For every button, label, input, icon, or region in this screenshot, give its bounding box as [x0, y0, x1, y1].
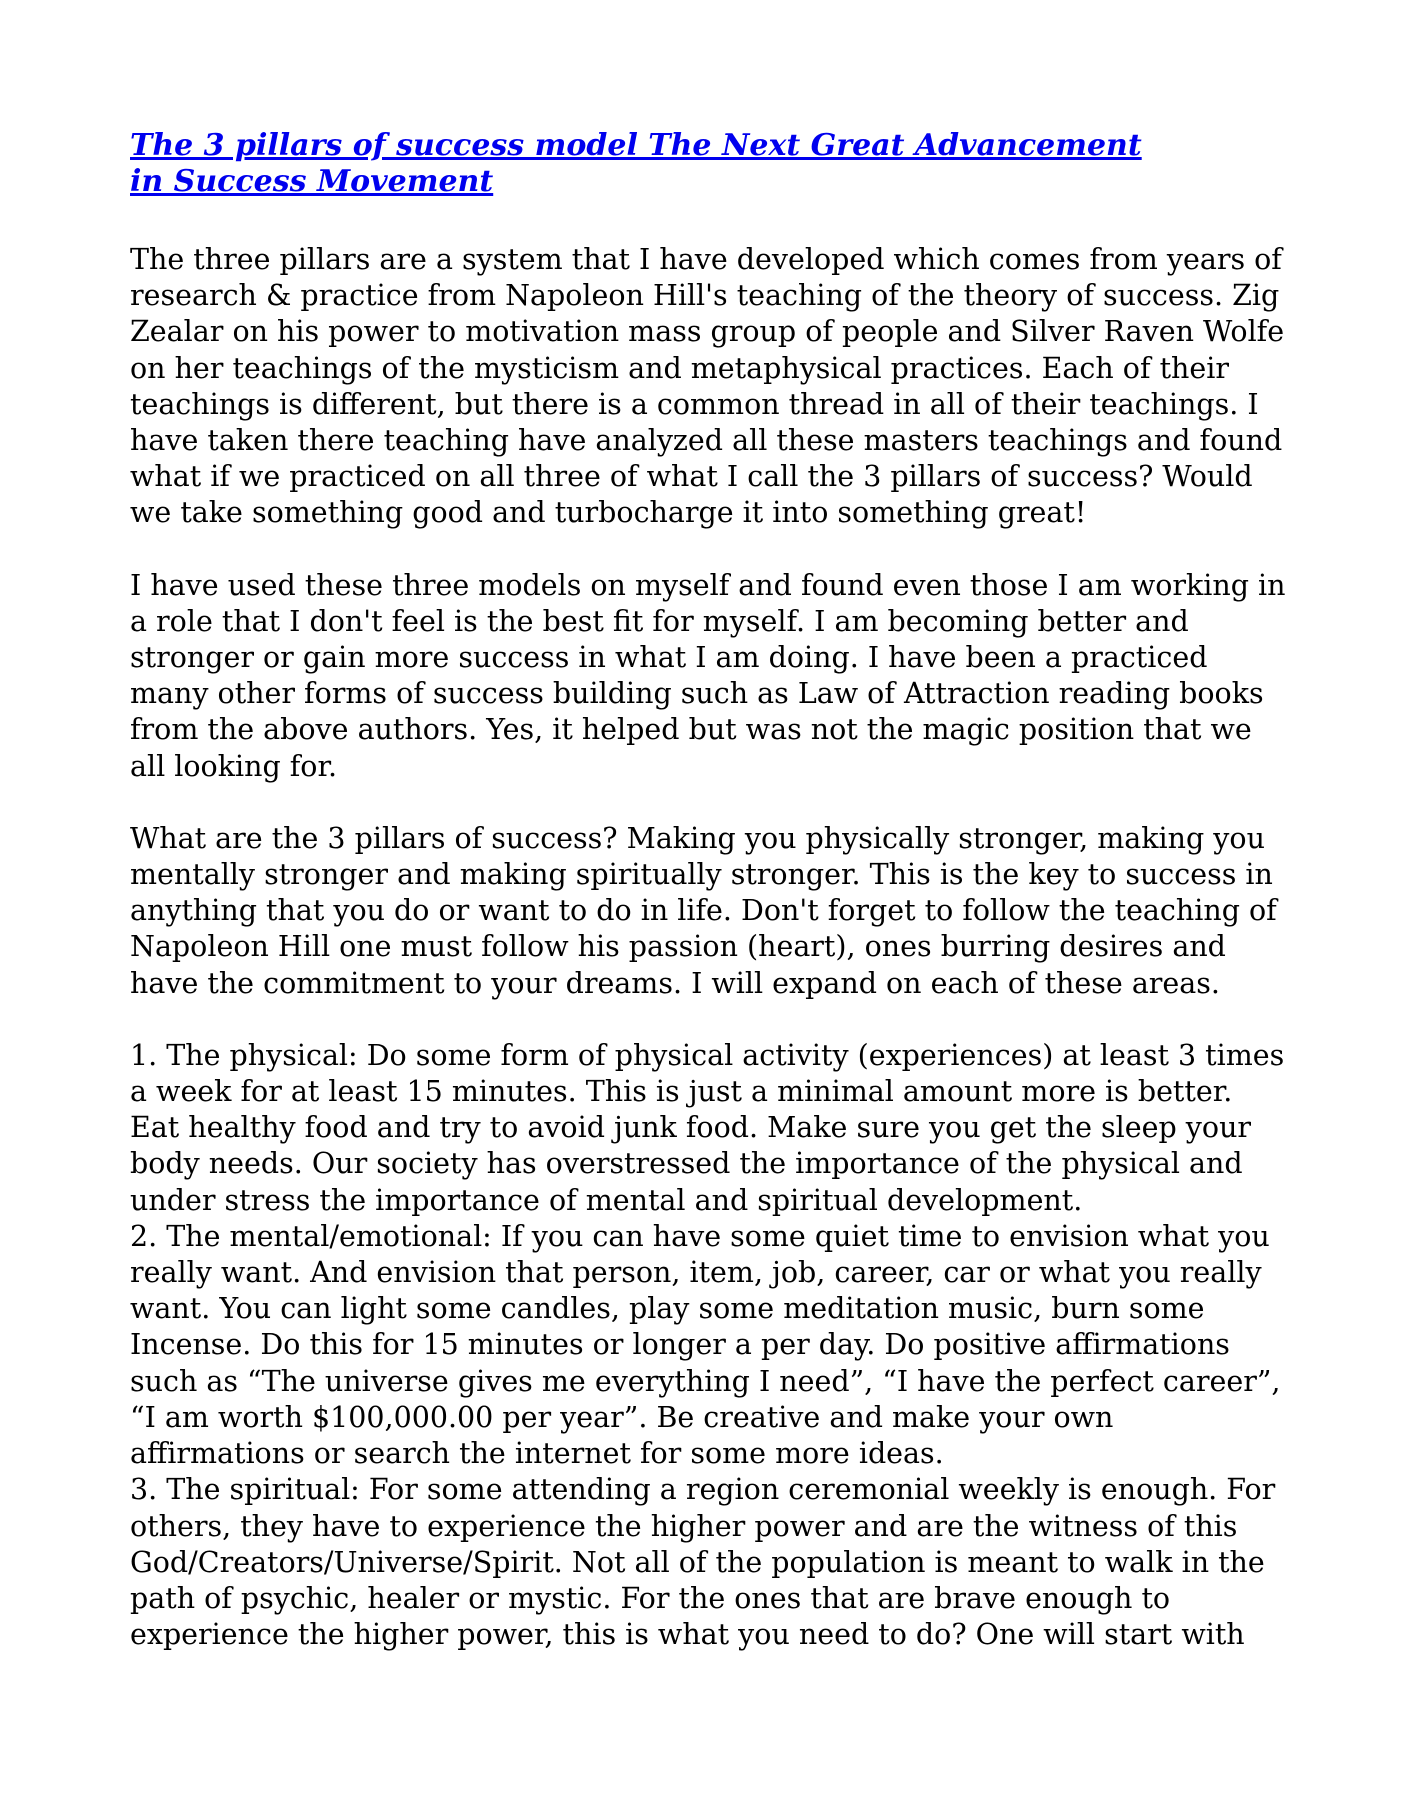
list-item-mental: 2. The mental/emotional: If you can have some quiet time to envision what you really want. And envision that person, item, job, career, car or what you really want. You can light some candles, play some meditation music, burn some Incense. Do this for 15 minutes or longer a per day. Do positive affirmations such as “The universe gives me everything I need”, “I have the perfect career”, “I am worth $100,000.00 per year”. Be creative and make your own affirmations or search the internet for some more ideas. — [130, 1219, 1281, 1471]
paragraph-experience: I have used these three models on myself and found even those I am working in a role that I don't feel is the best fit for myself. I am becoming better and stronger or gain more success in what I am doing. I have been a practiced many other forms of success building such as Law of Attraction reading books from the above authors. Yes, it helped but was not the magic position that we all looking for. — [130, 568, 1286, 783]
paragraph-intro: The three pillars are a system that I have developed which comes from years of research & practice from Napoleon Hill's teaching of the theory of success. Zig Zealar on his power to motivation mass group of people and Silver Raven Wolfe on her teachings of the mysticism and metaphysical practices. Each of their teachings is different, but there is a common thread in all of their teachings. I have taken there teaching have analyzed all these masters teachings and found what if we practiced on all three of what I call the 3 pillars of success? Would we take something good and turbocharge it into something great! — [130, 243, 1285, 530]
document-page — [130, 128, 1290, 1653]
title-link[interactable]: The 3 pillars of success model The Next Great Advancement in Success Movement — [130, 128, 1142, 199]
pillars-list — [130, 1038, 1290, 1653]
list-item-physical: 1. The physical: Do some form of physical activity (experiences) at least 3 times a week for at least 15 minutes. This is just a minimal amount more is better. Eat healthy food and try to avoid junk food. Make sure you get the sleep your body needs. Our society has overstressed the importance of the physical and under stress the importance of mental and spiritual development. — [130, 1038, 1285, 1217]
list-item-spiritual: 3. The spiritual: For some attending a region ceremonial weekly is enough. For others, they have to experience the higher power and are the witness of this God/Creators/Universe/Spirit. Not all of the population is meant to walk in the path of psychic, healer or mystic. For the ones that are brave enough to experience the higher power, this is what you need to do? One will start with — [130, 1473, 1276, 1652]
paragraph-pillars: What are the 3 pillars of success? Making you physically stronger, making you mentally stronger and making spiritually stronger. This is the key to success in anything that you do or want to do in life. Don't forget to follow the teaching of Napoleon Hill one must follow his passion (heart), ones burring desires and have the commitment to your dreams. I will expand on each of these areas. — [130, 821, 1277, 1000]
